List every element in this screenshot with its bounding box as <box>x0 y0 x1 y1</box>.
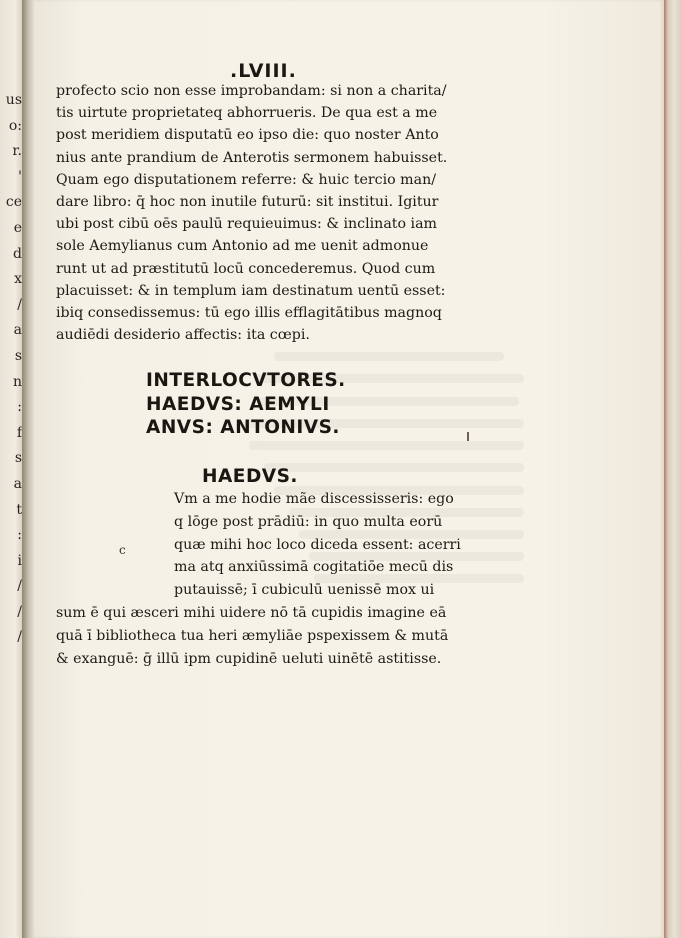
dialog-text <box>56 488 486 670</box>
fragment-line: : <box>17 399 22 416</box>
fragment-line: r. <box>12 143 22 160</box>
text-line: Quam ego disputationem referre: & huic tercio man/ <box>56 171 437 188</box>
fragment-line: ce <box>5 194 22 211</box>
fragment-line: x <box>14 271 22 288</box>
text-line: ibiq consedissemus: tū ego illis efflagitātibus magnoq <box>56 304 442 321</box>
heading-line: INTERLOCVTORES. <box>146 370 346 391</box>
text-line: q lōge post prādiū: in quo multa eorū <box>174 513 443 530</box>
page-fore-edge <box>664 0 681 938</box>
folio-number: .LVIII. <box>230 60 297 82</box>
fragment-line: ' <box>18 168 22 185</box>
text-line: placuisset: & in templum iam destinatum uentū esset: <box>56 282 446 299</box>
fragment-line: s <box>14 450 22 467</box>
margin-mark <box>467 432 469 441</box>
fragment-line: n <box>12 373 22 390</box>
fragment-line: f <box>16 424 22 441</box>
fragment-line: s <box>14 347 22 364</box>
fragment-line: / <box>17 603 22 620</box>
text-line: quæ mihi hoc loco diceda essent: acerri <box>174 536 461 553</box>
text-line: & exanguē: ḡ illū ipm cupidinē ueluti uinētē astitisse. <box>56 650 442 667</box>
text-line: sole Aemylianus cum Antonio ad me uenit admonue <box>56 238 429 255</box>
previous-page-fragments <box>0 88 22 651</box>
text-line: ma atq anxiūssimā cogitatiōe mecū dis <box>174 559 454 576</box>
text-line: audiēdi desiderio affectis: ita cœpi. <box>56 327 310 344</box>
fragment-line: a <box>13 322 22 339</box>
text-line: nius ante prandium de Anterotis sermonem habuisset. <box>56 149 448 166</box>
fragment-line: o: <box>8 117 22 134</box>
fragment-line: e <box>13 219 22 236</box>
fragment-line: us <box>5 92 22 108</box>
fragment-line: i <box>17 552 22 569</box>
body-text <box>56 80 486 346</box>
text-line: sum ē qui æsceri mihi uidere nō tā cupidis imagine eā <box>56 604 447 621</box>
text-line: putauissē; ī cubiculū uenissē mox ui <box>174 582 435 599</box>
text-line: post meridiem disputatū eo ipso die: quo noster Anto <box>56 127 439 144</box>
fragment-line: / <box>17 296 22 313</box>
fragment-line: / <box>17 578 22 595</box>
text-line: dare libro: q̄ hoc non inutile futurū: sit institui. Igitur <box>56 193 439 210</box>
guide-letter: c <box>119 543 126 557</box>
heading-line: ANVS: ANTONIVS. <box>146 417 340 438</box>
text-line: quā ī bibliotheca tua heri æmyliāe pspexissem & mutā <box>56 627 449 644</box>
text-line: tis uirtute proprietateq abhorrueris. De qua est a me <box>56 105 438 122</box>
speaker-heading: HAEDVS. <box>202 466 298 487</box>
fragment-line: : <box>17 527 22 544</box>
text-line: Vm a me hodie mãe discessisseris: ego <box>174 491 454 507</box>
fragment-line: t <box>16 501 22 518</box>
interlocutores-heading <box>146 369 446 440</box>
fragment-line: / <box>17 629 22 646</box>
text-line: profecto scio non esse improbandam: si non a charita/ <box>56 83 447 99</box>
heading-line: HAEDVS: AEMYLI <box>146 393 330 415</box>
text-line: runt ut ad præstitutū locū concederemus. Quod cum <box>56 260 436 277</box>
text-line: ubi post cibū oēs paulū requieuimus: & inclinato iam <box>56 216 437 233</box>
fragment-line: a <box>13 475 22 492</box>
fragment-line: d <box>13 245 22 262</box>
